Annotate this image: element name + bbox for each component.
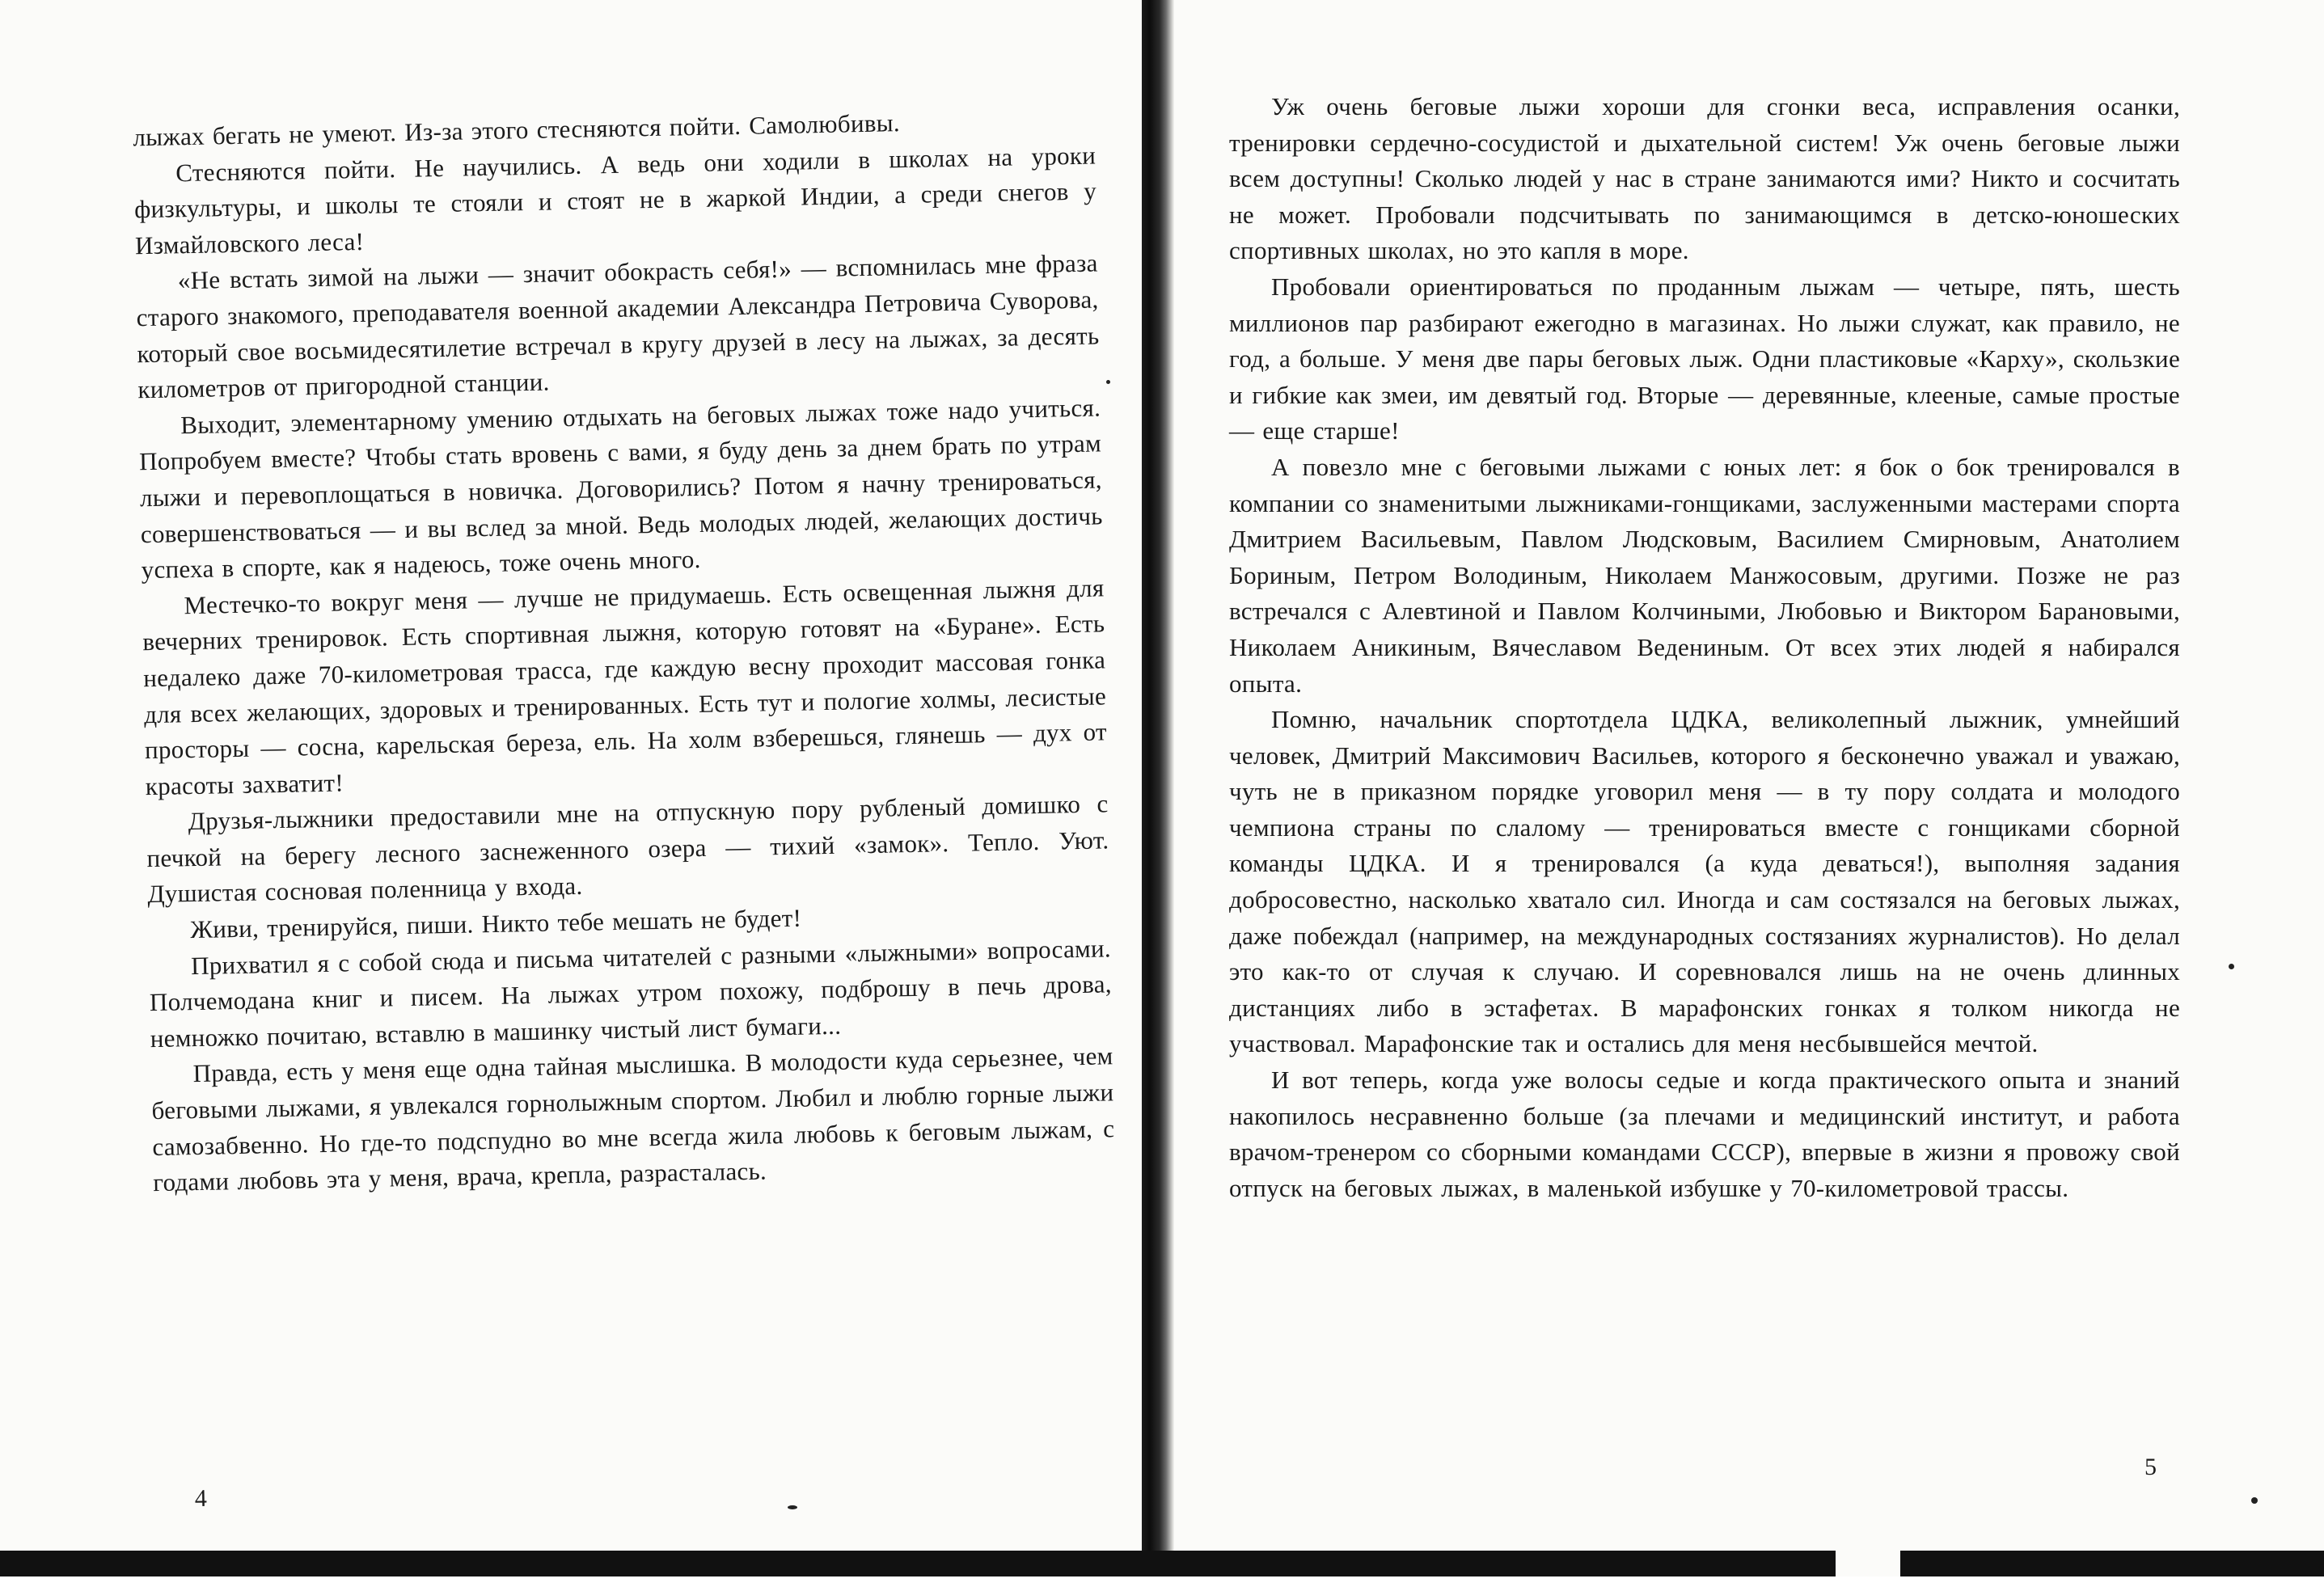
paragraph: Пробовали ориентироваться по проданным лыжам — четыре, пять, шесть миллионов пар разбирают ежегодно в магазинах. Но лыжи служат, как правило, не год, а больше. У меня две пары беговых лыж. Одни пластиковые «Карху», скользкие и гибкие как змеи, им девятый год. Вторые — деревянные, клееные, самые простые — еще старше! bbox=[1229, 272, 2180, 445]
paragraph: «Не встать зимой на лыжи — значит обокрасть себя!» — вспомнилась мне фраза старого знакомого, преподавателя военной академии Александра Петровича Суворова, который свое восьмидесятилетие встречал в кругу друзей в лесу на лыжах, за десять километров от пригородной станции. bbox=[136, 248, 1100, 404]
paragraph: Правда, есть у меня еще одна тайная мыслишка. В молодости куда серьезнее, чем беговыми лыжами, я увлекался горнолыжным спортом. Любил и люблю горные лыжи самозабвенно. Но где-то подспудно во мне всегда жила любовь к беговым лыжам, с годами любовь эта у меня, врача, крепла, разрасталась. bbox=[151, 1041, 1115, 1197]
paragraph: Друзья-лыжники предоставили мне на отпускную пору рубленый домишко с печкой на берегу лесного заснеженного озера — тихий «замок». Тепло. Уют. Душистая сосновая поленница у входа. bbox=[146, 789, 1109, 909]
paragraph: Уж очень беговые лыжи хороши для сгонки веса, исправления осанки, тренировки сердечно-сосудистой и дыхательной систем! Уж очень беговые лыжи всем доступны! Сколько людей у нас в стране занимаются ими? Никто и сосчитать не может. Пробовали подсчитывать по занимающимся в детско-юношеских спортивных школах, но это капля в море. bbox=[1229, 92, 2180, 265]
right-page-text bbox=[1229, 89, 2180, 1206]
page-number-left: 4 bbox=[194, 1484, 208, 1513]
dust-speck bbox=[1106, 380, 1110, 384]
paragraph: Стесняются пойти. Не научились. А ведь они ходили в школах на уроки физкультуры, и школы те стояли и стоят не в жаркой Индии, а среди снегов у Измайловского леса! bbox=[133, 141, 1097, 260]
dust-speck bbox=[2251, 1497, 2258, 1504]
left-page-text bbox=[133, 101, 1115, 1201]
paragraph: Помню, начальник спортотдела ЦДКА, великолепный лыжник, умнейший человек, Дмитрий Максимович Васильев, которого я бесконечно уважал и уважаю, чуть не в приказном порядке уговорил меня — в ту пору солдата и молодого чемпиона страны по слалому — тренироваться вместе с гонщиками сборной команды ЦДКА. И я тренировался (а куда деваться!), выполняя задания добросовестно, насколько хватало сил. Иногда и сам состязался на беговых лыжах, даже побеждал (например, на международных состязаниях журналистов). Но делал это как-то от случая к случаю. И соревновался лишь на не очень длинных дистанциях либо в эстафетах. В марафонских гонках я толком никогда не участвовал. Марафонские так и остались для меня несбывшейся мечтой. bbox=[1229, 705, 2180, 1058]
page-number-right: 5 bbox=[2144, 1454, 2157, 1480]
paragraph: Прихватил я с собой сюда и письма читателей с разными «лыжными» вопросами. Полчемодана книг и писем. На лыжах утром похожу, подброшу в печь дрова, немножко почитаю, вставлю в машинку чистый лист бумаги... bbox=[149, 933, 1113, 1053]
paragraph: А повезло мне с беговыми лыжами с юных лет: я бок о бок тренировался в компании со знаменитыми лыжниками-гонщиками, заслуженными мастерами спорта Дмитрием Васильевым, Павлом Людсковым, Василием Смирновым, Анатолием Бориным, Петром Володиным, Николаем Манжосовым, другими. Позже не раз встречался с Алевтиной и Павлом Колчиными, Любовью и Виктором Барановыми, Николаем Аникиным, Вячеславом Ведениным. От всех этих людей я набирался опыта. bbox=[1229, 452, 2180, 698]
paragraph: Живи, тренируйся, пиши. Никто тебе мешать не будет! bbox=[189, 903, 802, 944]
book-gutter-shadow bbox=[1142, 0, 1174, 1576]
scan-bottom-gap bbox=[1836, 1551, 1900, 1576]
paragraph: Местечко-то вокруг меня — лучше не придумаешь. Есть освещенная лыжня для вечерних тренировок. Есть спортивная лыжня, которую готовят на «Буране». Есть недалеко даже 70-километровая трасса, где каждую весну проходит массовая гонка для всех желающих, здоровых и тренированных. Есть тут и пологие холмы, лесистые просторы — сосна, карельская береза, ель. На холм взберешься, глянешь — дух от красоты захватит! bbox=[142, 573, 1108, 800]
dust-speck bbox=[2229, 964, 2234, 969]
paragraph: лыжах бегать не умеют. Из-за этого стесняются пойти. Самолюбивы. bbox=[133, 108, 901, 152]
paragraph: И вот теперь, когда уже волосы седые и когда практического опыта и знаний накопилось несравненно больше (за плечами и медицинский институт, и работа врачом-тренером со сборными командами СССР), впервые в жизни я провожу свой отпуск на беговых лыжах, в маленькой избушке у 70-километровой трассы. bbox=[1229, 1066, 2180, 1202]
scan-bottom-edge bbox=[0, 1551, 2324, 1576]
paragraph: Выходит, элементарному умению отдыхать на беговых лыжах тоже надо учиться. Попробуем вместе? Чтобы стать вровень с вами, я буду день за днем брать по утрам лыжи и перевоплощаться в новичка. Договорились? Потом я начну тренироваться, совершенствоваться — и вы вслед за мной. Ведь молодых людей, желающих достичь успеха в спорте, как я надеюсь, тоже очень много. bbox=[138, 393, 1103, 585]
dust-speck bbox=[788, 1505, 797, 1509]
right-page bbox=[1181, 0, 2324, 1576]
